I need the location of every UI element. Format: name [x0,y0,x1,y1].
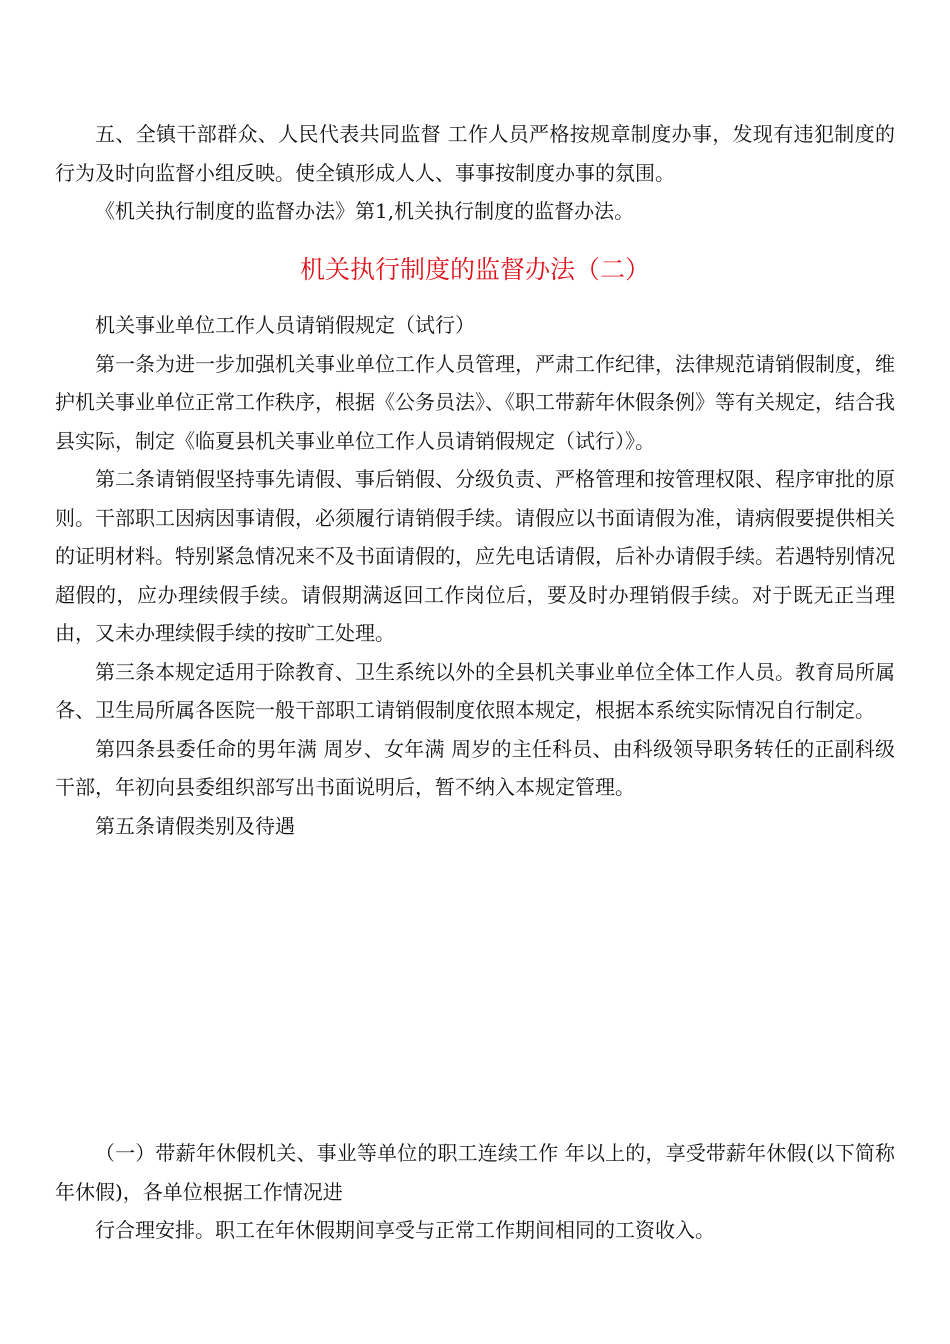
paragraph-article-4: 第四条县委任命的男年满 周岁、女年满 周岁的主任科员、由科级领导职务转任的正副科级干部，年初向县委组织部写出书面说明后，暂不纳入本规定管理。 [55,736,895,799]
paragraph-article-2: 第二条请销假坚持事先请假、事后销假、分级负责、严格管理和按管理权限、程序审批的原则。干部职工因病因事请假，必须履行请销假手续。请假应以书面请假为准，请病假要提供相关的证明材料。特别紧急情况来不及书面请假的，应先电话请假，后补办请假手续。若遇特别情况超假的，应办理续假手续。请假期满返回工作岗位后，要及时办理销假手续。对于既无正当理由，又未办理续假手续的按旷工处理。 [55,467,895,645]
paragraph-regulation-name: 机关事业单位工作人员请销假规定（试行） [95,313,475,337]
annual-leave-block [55,1134,895,1250]
section-five-block [55,115,895,231]
paragraph-reference: 《机关执行制度的监督办法》第1,机关执行制度的监督办法。 [95,199,635,223]
paragraph-article-5: 第五条请假类别及待遇 [95,813,295,838]
paragraph-annual-leave: （一）带薪年休假机关、事业等单位的职工连续工作 年以上的，享受带薪年休假(以下简称年休假)，各单位根据工作情况进 [55,1141,895,1204]
paragraph-annual-leave-cont: 行合理安排。职工在年休假期间享受与正常工作期间相同的工资收入。 [95,1218,715,1242]
paragraph-article-1: 第一条为进一步加强机关事业单位工作人员管理，严肃工作纪律，法律规范请销假制度，维护机关事业单位正常工作秩序，根据《公务员法》、《职工带薪年休假条例》等有关规定，结合我县实际，制定《临夏县机关事业单位工作人员请销假规定（试行）》。 [55,351,895,453]
document-title: 机关执行制度的监督办法（二） [299,255,650,284]
regulation-body [55,306,895,845]
paragraph-article-3: 第三条本规定适用于除教育、卫生系统以外的全县机关事业单位全体工作人员。教育局所属各、卫生局所属各医院一般干部职工请销假制度依照本规定，根据本系统实际情况自行制定。 [55,659,895,722]
paragraph-section-five: 五、全镇干部群众、人民代表共同监督 工作人员严格按规章制度办事，发现有违犯制度的行为及时向监督小组反映。使全镇形成人人、事事按制度办事的氛围。 [55,122,895,185]
